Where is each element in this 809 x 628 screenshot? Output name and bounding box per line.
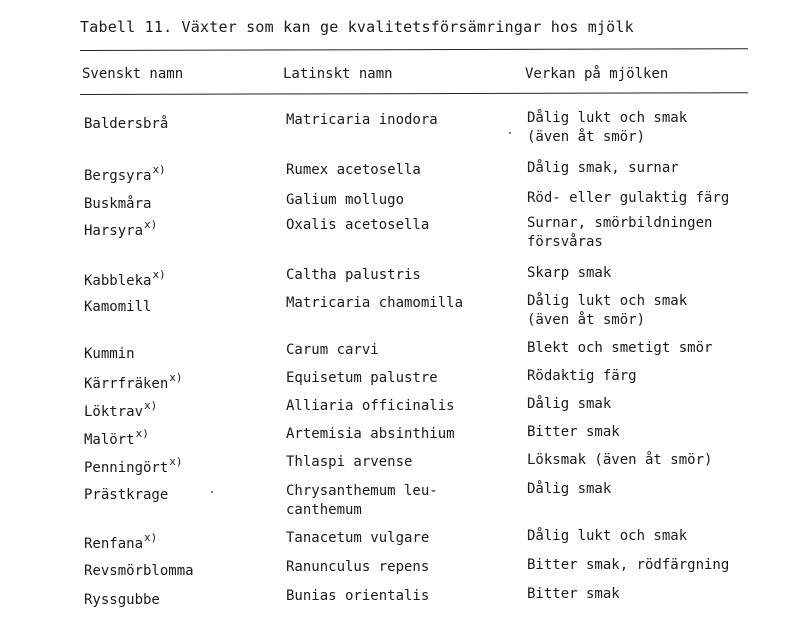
cell-effect: Bitter smak, rödfärgning — [527, 557, 730, 573]
swedish-name-text: Ryssgubbe — [84, 592, 160, 608]
cell-effect: Skarp smak — [527, 265, 612, 281]
cell-swedish-name — [84, 163, 166, 187]
cell-effect: Surnar, smörbildningen — [527, 215, 713, 231]
cell-latin-name: Galium mollugo — [286, 192, 405, 208]
header-swedish-name: Svenskt namn — [82, 66, 184, 82]
cell-effect: Bitter smak — [527, 586, 620, 602]
swedish-name-text: Buskmåra — [84, 196, 152, 212]
footnote-mark: x) — [144, 399, 158, 412]
top-rule — [80, 48, 748, 51]
cell-swedish-name — [84, 297, 151, 317]
footnote-mark: x) — [152, 163, 166, 176]
cell-latin-name: Carum carvi — [286, 342, 379, 358]
swedish-name-text: Prästkrage — [84, 487, 169, 503]
scan-speck — [509, 132, 511, 134]
cell-effect: Rödaktig färg — [527, 368, 637, 384]
footnote-mark: x) — [135, 427, 149, 440]
cell-swedish-name — [84, 194, 151, 214]
cell-latin-name: canthemum — [286, 502, 362, 518]
cell-latin-name: Tanacetum vulgare — [286, 530, 430, 546]
cell-effect: Bitter smak — [527, 424, 620, 440]
cell-swedish-name — [84, 485, 168, 505]
cell-effect: (även åt smör) — [527, 312, 646, 328]
cell-swedish-name — [84, 531, 158, 555]
footnote-mark: x) — [169, 371, 183, 384]
cell-swedish-name — [84, 455, 183, 479]
swedish-name-text: Bergsyra — [84, 168, 152, 184]
cell-latin-name: Caltha palustris — [286, 267, 421, 283]
swedish-name-text: Kamomill — [84, 299, 152, 315]
cell-effect: (även åt smör) — [527, 129, 646, 145]
cell-swedish-name — [84, 399, 158, 423]
cell-swedish-name — [84, 268, 166, 292]
cell-latin-name: Oxalis acetosella — [286, 217, 430, 233]
cell-latin-name: Alliaria officinalis — [286, 398, 455, 414]
swedish-name-text: Kärrfräken — [84, 376, 169, 392]
cell-latin-name: Artemisia absinthium — [286, 426, 455, 442]
cell-latin-name: Bunias orientalis — [286, 588, 430, 604]
swedish-name-text: Penningört — [84, 460, 169, 476]
cell-swedish-name — [84, 114, 168, 134]
cell-effect: Dålig smak — [527, 396, 612, 412]
cell-swedish-name — [84, 218, 158, 242]
cell-latin-name: Ranunculus repens — [286, 559, 430, 575]
cell-latin-name: Matricaria inodora — [286, 112, 438, 128]
footnote-mark: x) — [144, 218, 158, 231]
cell-effect: försvåras — [527, 234, 603, 250]
swedish-name-text: Renfana — [84, 536, 144, 552]
swedish-name-text: Löktrav — [84, 404, 144, 420]
footnote-mark: x) — [169, 455, 183, 468]
footnote-mark: x) — [144, 531, 158, 544]
header-latin-name: Latinskt namn — [283, 66, 393, 82]
cell-latin-name: Thlaspi arvense — [286, 454, 413, 470]
cell-effect: Dålig lukt och smak — [527, 293, 688, 309]
swedish-name-text: Malört — [84, 432, 135, 448]
footnote-mark: x) — [152, 268, 166, 281]
cell-swedish-name — [84, 371, 183, 395]
cell-swedish-name — [84, 590, 160, 610]
table-title: Tabell 11. Växter som kan ge kvalitetsförsämringar hos mjölk — [80, 18, 634, 36]
cell-latin-name: Chrysanthemum leu- — [286, 483, 438, 499]
cell-effect: Löksmak (även åt smör) — [527, 452, 713, 468]
header-rule — [80, 92, 748, 95]
cell-effect: Röd- eller gulaktig färg — [527, 190, 730, 206]
cell-effect: Dålig smak — [527, 481, 612, 497]
cell-swedish-name — [84, 427, 149, 451]
cell-latin-name: Matricaria chamomilla — [286, 295, 464, 311]
swedish-name-text: Baldersbrå — [84, 116, 169, 132]
swedish-name-text: Revsmörblomma — [84, 563, 194, 579]
cell-effect: Dålig smak, surnar — [527, 160, 679, 176]
header-effect: Verkan på mjölken — [525, 66, 669, 82]
cell-latin-name: Rumex acetosella — [286, 162, 421, 178]
cell-latin-name: Equisetum palustre — [286, 370, 438, 386]
swedish-name-text: Kummin — [84, 346, 135, 362]
cell-swedish-name — [84, 344, 135, 364]
cell-effect: Dålig lukt och smak — [527, 110, 688, 126]
swedish-name-text: Kabbleka — [84, 273, 152, 289]
cell-swedish-name — [84, 561, 194, 581]
cell-effect: Blekt och smetigt smör — [527, 340, 713, 356]
cell-effect: Dålig lukt och smak — [527, 528, 688, 544]
scan-speck — [211, 491, 213, 493]
swedish-name-text: Harsyra — [84, 223, 144, 239]
